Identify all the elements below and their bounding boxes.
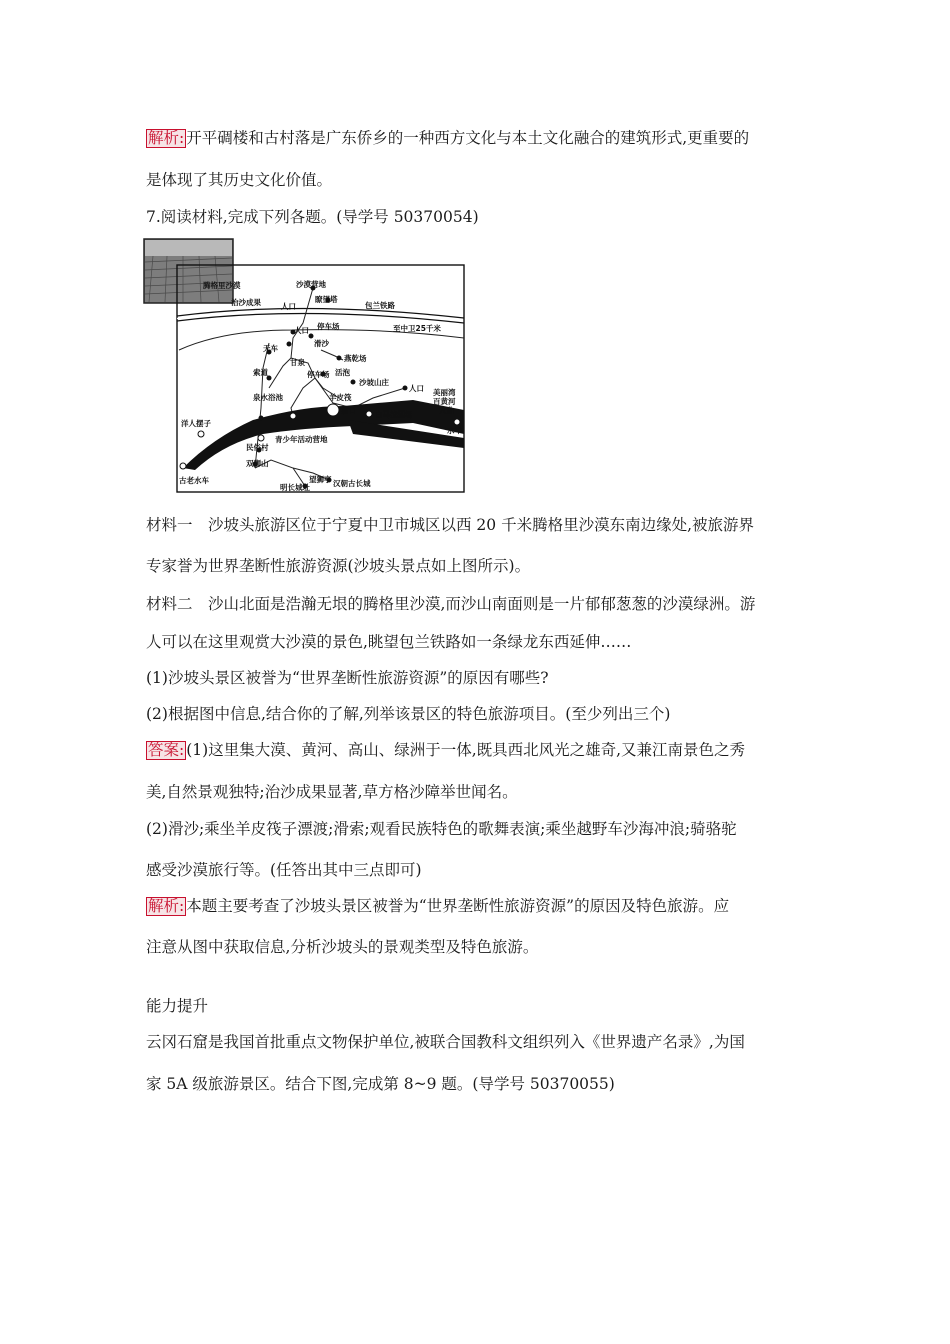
question-2: (2)根据图中信息,结合你的了解,列举该景区的特色旅游项目。(至少列出三个)	[146, 705, 671, 723]
shapotou-map-figure	[143, 238, 466, 494]
map-label-tingcheluo: 停车场	[307, 370, 330, 379]
answer-tag: 答案:	[148, 741, 185, 759]
answer-line3: (2)滑沙;乘坐羊皮筏子漂渡;滑索;观看民族特色的歌舞表演;乘坐越野车沙海冲浪;骑骆驼	[146, 820, 737, 838]
answer-text: (1)这里集大漠、黄河、高山、绿洲于一体,既具西北风光之雄奇,又兼江南景色之秀	[186, 741, 746, 759]
map-label-yangpifa: 羊皮筏	[329, 393, 352, 402]
q7-prompt: 7.阅读材料,完成下列各题。(导学号 50370054)	[146, 208, 479, 226]
analysis-tag: 解析:	[148, 897, 185, 915]
answer-line4: 感受沙漠旅行等。(任答出其中三点即可)	[146, 861, 422, 879]
answer-line1	[146, 740, 810, 760]
map-label-hanchao: 汉朝古长城	[333, 479, 371, 488]
section-title-ability: 能力提升	[146, 997, 209, 1015]
map-label-tower: 瞭望塔	[315, 295, 338, 304]
ability-intro-line1: 云冈石窟是我国首批重点文物保护单位,被联合国教科文组织列入《世界遗产名录》,为国	[146, 1033, 745, 1051]
material2-line2: 人可以在这里观赏大沙漠的景色,眺望包兰铁路如一条绿龙东西延伸……	[146, 633, 632, 651]
q7-analysis-line2: 注意从图中获取信息,分析沙坡头的景观类型及特色旅游。	[146, 938, 539, 956]
map-label-meili: 美丽湾	[433, 388, 456, 397]
map-label-huanghe: 百黄河	[433, 397, 456, 406]
map-label-zhongwei: 至中卫25千米	[393, 324, 441, 333]
q6-analysis-line1	[146, 128, 810, 148]
map-label-liliaochang: 燕乾场	[344, 354, 367, 363]
map-label-suodao: 索道	[253, 368, 268, 377]
map-label-dukou: 渡口	[341, 406, 356, 415]
map-label-entrance1: 人口	[281, 302, 296, 311]
question-1: (1)沙坡头景区被誉为“世界垄断性旅游资源”的原因有哪些?	[146, 669, 549, 687]
map-label-qingshaonian: 青少年活动营地	[275, 435, 328, 444]
map-label-entrance3: 人口	[409, 384, 424, 393]
material1-line2: 专家誉为世界垄断性旅游资源(沙坡头景点如上图所示)。	[146, 557, 531, 575]
map-label-ganquan: 甘泉	[290, 358, 305, 367]
analysis-text: 本题主要考查了沙坡头景区被誉为“世界垄断性旅游资源”的原因及特色旅游。应	[186, 897, 730, 915]
map-label-shapo: 沙坡山庄	[359, 378, 389, 387]
material2-line1: 材料二 沙山北面是浩瀚无垠的腾格里沙漠,而沙山南面则是一片郁郁葱葱的沙漠绿洲。游	[146, 595, 756, 613]
map-label-baima: 白马拉缰场	[375, 410, 413, 419]
map-label-huayuan: 活泡	[335, 368, 350, 377]
map-label-zhisha: 治沙成果	[231, 298, 261, 307]
map-label-mingchang: 明长城址	[280, 483, 310, 492]
map-label-quanshui: 泉水浴池	[253, 393, 283, 402]
material1-line1: 材料一 沙坡头旅游区位于宁夏中卫市城区以西 20 千米腾格里沙漠东南边缘处,被旅游界	[146, 516, 755, 534]
map-label-sandslide: 滑沙	[314, 339, 329, 348]
q6-analysis-line2: 是体现了其历史文化价值。	[146, 171, 333, 189]
answer-line2: 美,自然景观独特;治沙成果显著,草方格沙障举世闻名。	[146, 783, 518, 801]
map-label-yangpifazi: 洋人摆子	[181, 419, 211, 428]
map-label-tianche: 天车	[263, 344, 278, 353]
map-label-gulao: 古老水车	[179, 476, 209, 485]
map-label-shuangshi: 双狮山	[246, 459, 269, 468]
ability-intro-line2: 家 5A 级旅游景区。结合下图,完成第 8~9 题。(导学号 50370055)	[146, 1075, 615, 1093]
map-label-jiuqu: 九曲	[439, 406, 454, 415]
map-label-minsu: 民俗村	[246, 443, 269, 452]
map-label-baolan: 包兰铁路	[365, 301, 395, 310]
analysis-text: 开平碉楼和古村落是广东侨乡的一种西方文化与本土文化融合的建筑形式,更重要的	[186, 129, 750, 147]
q7-analysis-line1	[146, 896, 810, 916]
analysis-tag: 解析:	[148, 129, 185, 147]
map-label-wangshiting: 望狮亭	[309, 475, 332, 484]
map-label-shuiche: 水车	[447, 426, 462, 435]
map-label-parking: 停车场	[317, 322, 340, 331]
map-label-camp: 沙漠营地	[296, 280, 326, 289]
map-label-entrance2: 人口	[294, 326, 309, 335]
map-label-tengger: 腾格里沙漠	[203, 281, 241, 290]
